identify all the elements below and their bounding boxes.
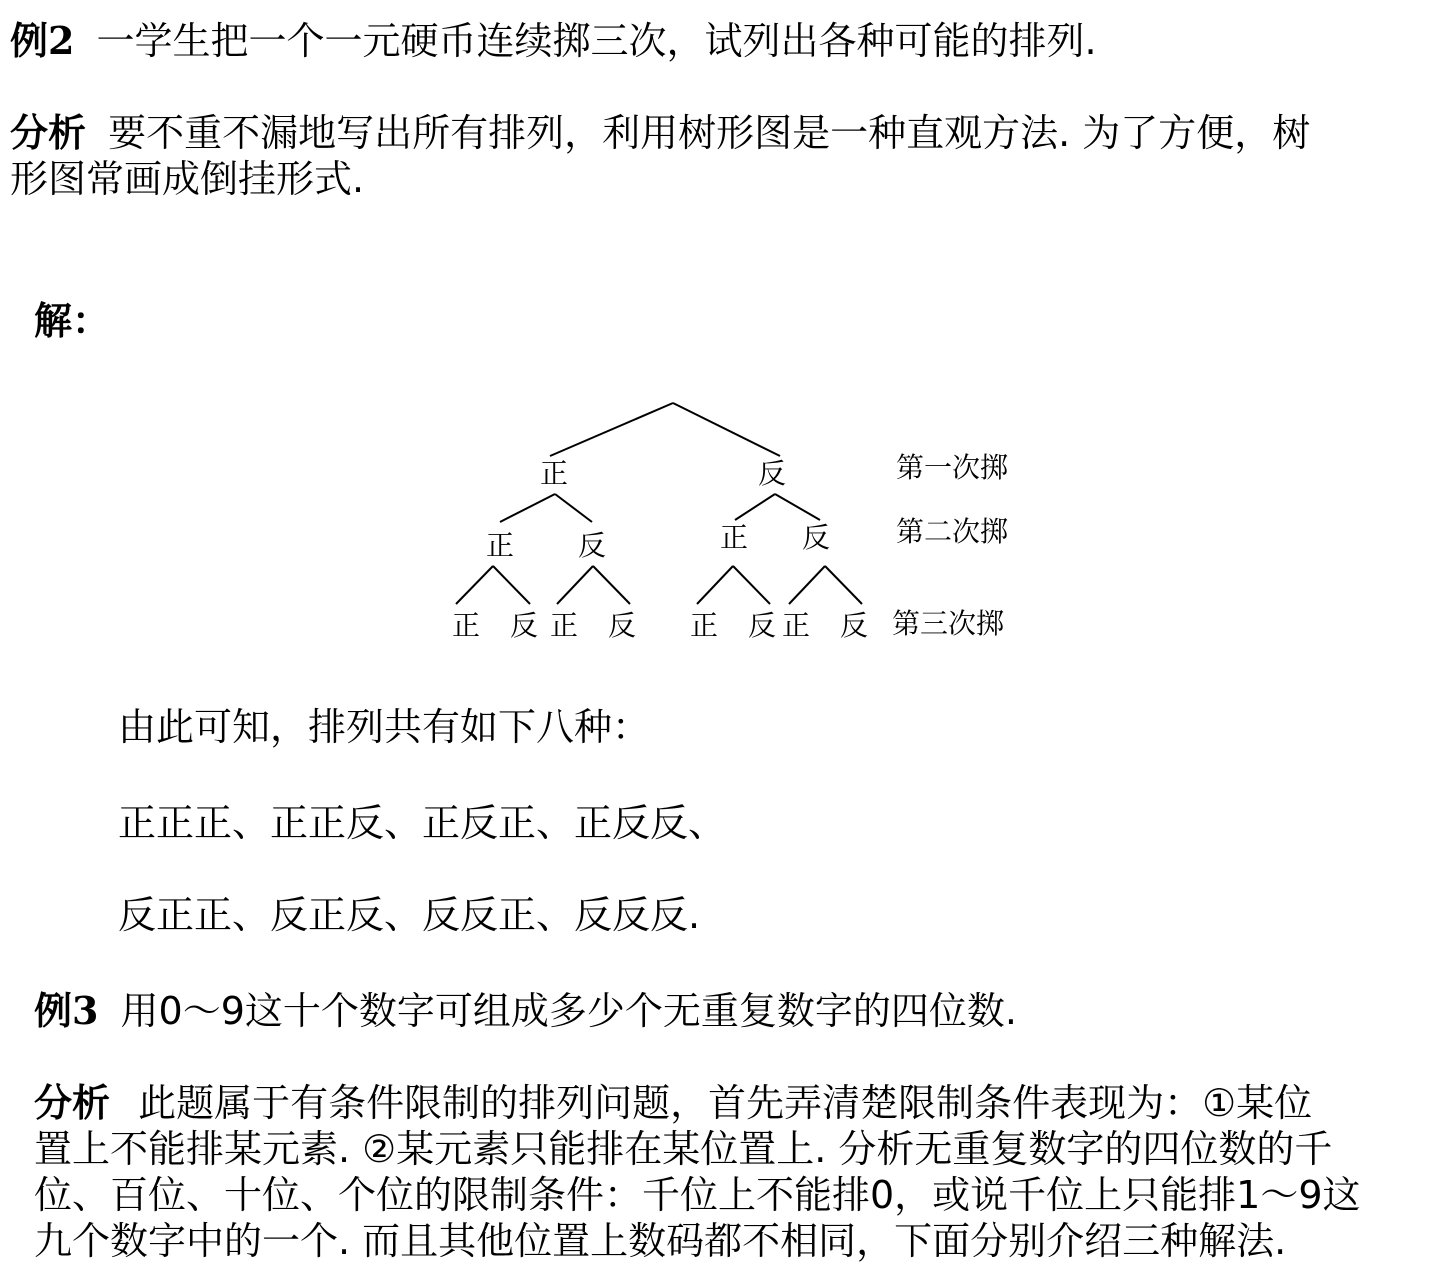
tree-node-l3-5: 反: [748, 609, 777, 642]
tree-node-l3-1: 反: [510, 609, 539, 642]
tree-node-l2-1: 反: [578, 529, 607, 562]
tree-edge: [775, 494, 820, 520]
example-3-question: 用0～9这十个数字可组成多少个无重复数字的四位数.: [120, 989, 1017, 1033]
analysis-3-text-1: 此题属于有条件限制的排列问题，首先弄清楚限制条件表现为：①某位: [138, 1081, 1313, 1125]
tree-node-l3-7: 反: [840, 609, 869, 642]
solution-label: 解：: [34, 298, 111, 343]
tree-node-l3-0: 正: [452, 609, 481, 642]
tree-edge: [593, 566, 630, 604]
analysis-3-line-3: 位、百位、十位、个位的限制条件：千位上不能排0，或说千位上只能排1～9这: [34, 1173, 1361, 1217]
tree-node-l3-3: 反: [608, 609, 637, 642]
tree-node-l3-6: 正: [782, 609, 811, 642]
result-row-1: 正正正、正正反、正反正、正反反、: [118, 801, 727, 845]
tree-edge: [733, 566, 770, 604]
tree-edge: [550, 403, 673, 456]
example-3-line: [34, 988, 1017, 1034]
analysis-3-line-1: [34, 1080, 1312, 1126]
example-2-label: 例2: [10, 18, 75, 63]
example-2-question: 一学生把一个一元硬币连续掷三次，试列出各种可能的排列.: [96, 19, 1097, 63]
analysis-2-text-2: 形图常画成倒挂形式.: [10, 157, 365, 201]
tree-node-l2-0: 正: [486, 529, 515, 562]
tree-edge: [456, 566, 493, 604]
analysis-3-line-4: 九个数字中的一个. 而且其他位置上数码都不相同，下面分别介绍三种解法.: [34, 1219, 1287, 1263]
tree-node-l3-2: 正: [550, 609, 579, 642]
tree-node-l2-3: 反: [802, 521, 831, 554]
tree-edge: [500, 494, 555, 522]
tree-level-label-1: 第一次掷: [896, 451, 1009, 484]
tree-edge: [493, 566, 530, 604]
tree-edge: [557, 566, 593, 604]
tree-node-l2-2: 正: [720, 521, 749, 554]
example-3-label: 例3: [34, 988, 99, 1033]
tree-node-l3-4: 正: [690, 609, 719, 642]
result-row-2: 反正正、反正反、反反正、反反反.: [118, 893, 701, 937]
result-intro: 由此可知，排列共有如下八种：: [118, 705, 651, 749]
analysis-2-text-1: 要不重不漏地写出所有排列，利用树形图是一种直观方法. 为了方便，树: [108, 111, 1311, 155]
tree-edge: [555, 494, 592, 522]
analysis-3-line-2: 置上不能排某元素. ②某元素只能排在某位置上. 分析无重复数字的四位数的千: [34, 1127, 1333, 1171]
tree-edge: [735, 494, 775, 520]
tree-level-label-2: 第二次掷: [896, 515, 1009, 548]
tree-level-label-3: 第三次掷: [892, 607, 1005, 640]
analysis-3-label: 分析: [34, 1080, 111, 1125]
tree-edge: [789, 566, 825, 604]
tree-node-l1-0: 正: [540, 457, 569, 490]
analysis-2-label: 分析: [10, 110, 87, 155]
tree-node-l1-1: 反: [758, 457, 787, 490]
tree-edge: [673, 403, 780, 456]
tree-edge: [697, 566, 733, 604]
tree-edge: [825, 566, 862, 604]
